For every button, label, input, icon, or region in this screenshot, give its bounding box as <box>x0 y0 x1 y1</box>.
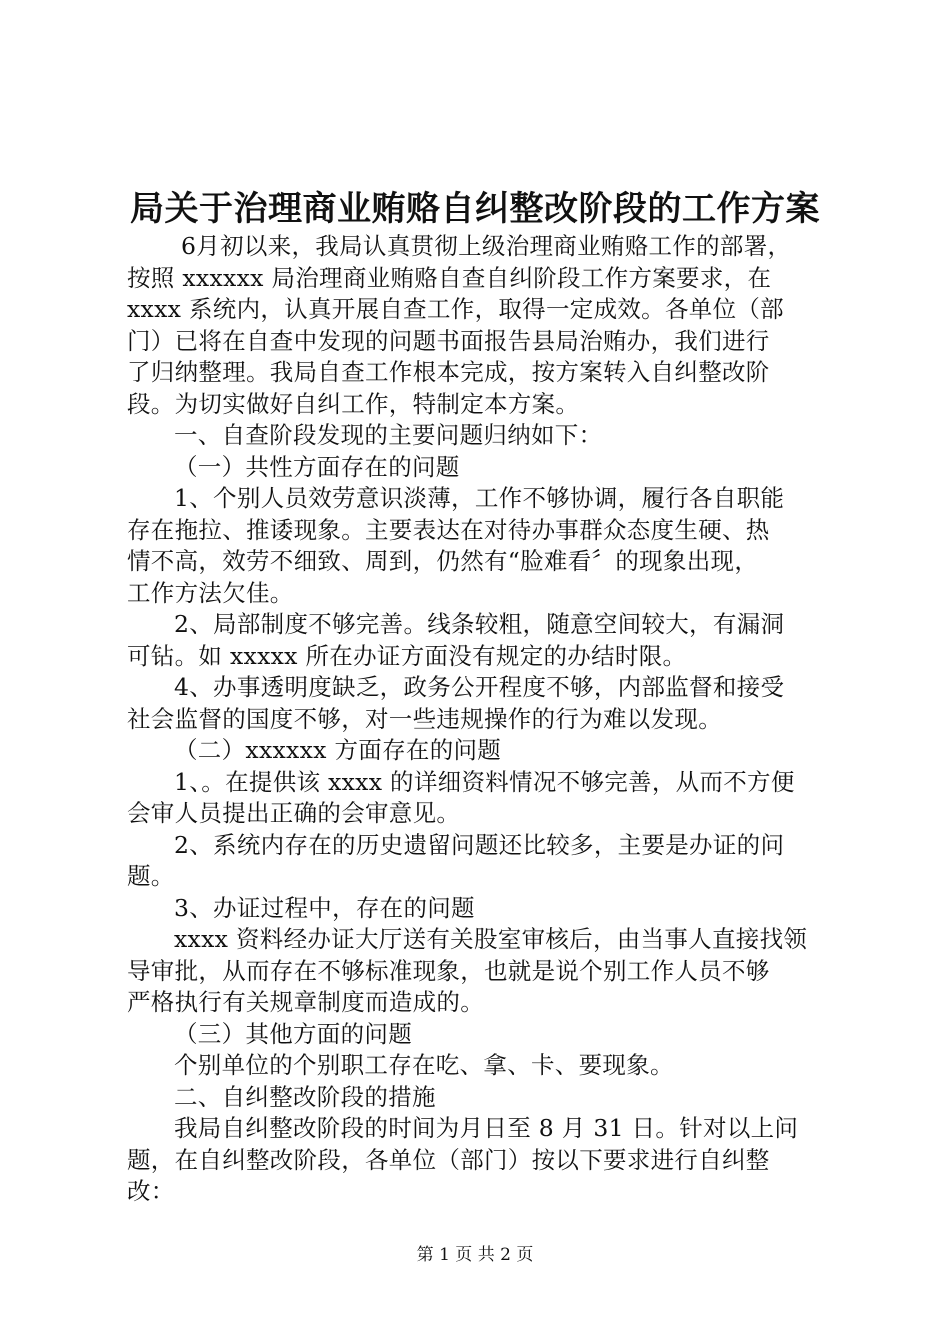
body-line-3: xxxx 系统内，认真开展自查工作，取得一定成效。各单位（部 <box>127 295 784 323</box>
body-line-30: 题，在自纠整改阶段，各单位（部门）按以下要求进行自纠整 <box>127 1145 770 1174</box>
body-line-14: 可钻。如 xxxxx 所在办证方面没有规定的办结时限。 <box>127 641 687 670</box>
body-line-21: 题。 <box>127 862 175 890</box>
body-line-1: 6月初以来，我局认真贯彻上级治理商业贿赂工作的部署， <box>181 232 792 260</box>
body-line-18: 1、。在提供该 xxxx 的详细资料情况不够完善，从而不方便 <box>174 767 795 796</box>
subsection-heading-2: （二）xxxxxx 方面存在的问题 <box>174 736 502 764</box>
body-line-4: 门）已将在自查中发现的问题书面报告县局治贿办，我们进行 <box>127 326 770 355</box>
body-line-9: 1、个别人员效劳意识淡薄，工作不够协调，履行各自职能 <box>174 484 785 512</box>
section-heading-1: 一、自查阶段发现的主要问题归纳如下： <box>174 421 603 449</box>
body-line-25: 严格执行有关规章制度而造成的。 <box>127 988 484 1016</box>
body-line-15: 4、办事透明度缺乏，政务公开程度不够，内部监督和接受 <box>174 673 785 701</box>
body-line-31: 改： <box>127 1177 175 1205</box>
document-title: 局关于治理商业贿赂自纠整改阶段的工作方案 <box>130 189 820 229</box>
body-line-6: 段。为切实做好自纠工作，特制定本方案。 <box>127 389 580 418</box>
page-footer: 第 1 页 共 2 页 <box>416 1245 534 1265</box>
document-body <box>127 231 827 1208</box>
body-line-19: 会审人员提出正确的会审意见。 <box>127 799 461 827</box>
body-line-11: 情不高，效劳不细致、周到，仍然有“脸难看〞的现象出现， <box>127 547 759 575</box>
body-line-13: 2、局部制度不够完善。线条较粗，随意空间较大，有漏洞 <box>174 610 785 638</box>
body-line-29: 我局自纠整改阶段的时间为月日至 8 月 31 日。针对以上问 <box>174 1114 799 1142</box>
subsection-heading-1: （一）共性方面存在的问题 <box>174 452 460 481</box>
body-line-5: 了归纳整理。我局自查工作根本完成，按方案转入自纠整改阶 <box>127 358 770 386</box>
body-line-2: 按照 xxxxxx 局治理商业贿赂自查自纠阶段工作方案要求，在 <box>127 263 772 292</box>
body-line-27: 个别单位的个别职工存在吃、拿、卡、要现象。 <box>174 1051 674 1079</box>
body-line-23: xxxx 资料经办证大厅送有关股室审核后，由当事人直接找领 <box>174 925 808 953</box>
subsection-heading-3: （三）其他方面的问题 <box>174 1019 412 1048</box>
body-line-22: 3、办证过程中，存在的问题 <box>174 893 475 922</box>
body-line-16: 社会监督的国度不够，对一些违规操作的行为难以发现。 <box>127 704 722 733</box>
body-line-24: 导审批，从而存在不够标准现象，也就是说个别工作人员不够 <box>127 956 770 985</box>
body-line-10: 存在拖拉、推诿现象。主要表达在对待办事群众态度生硬、热 <box>127 515 770 544</box>
body-line-12: 工作方法欠佳。 <box>127 578 294 607</box>
section-heading-2: 二、自纠整改阶段的措施 <box>174 1082 436 1111</box>
body-line-20: 2、系统内存在的历史遗留问题还比较多，主要是办证的问 <box>174 830 785 859</box>
